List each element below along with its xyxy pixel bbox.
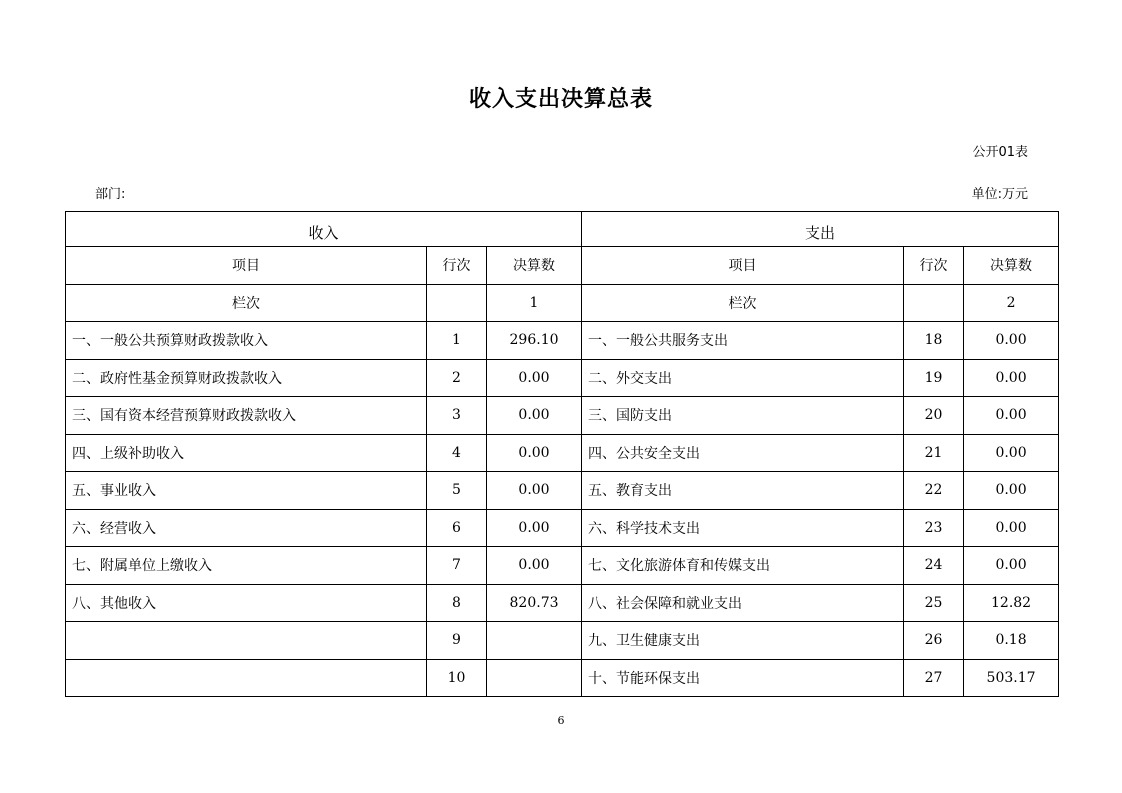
income-item-cell: 六、经营收入 bbox=[66, 509, 427, 547]
income-expense-table bbox=[65, 211, 1059, 697]
expense-item-cell: 八、社会保障和就业支出 bbox=[582, 584, 904, 622]
income-item-cell: 八、其他收入 bbox=[66, 584, 427, 622]
page-number: 6 bbox=[557, 714, 565, 727]
income-item-cell: 五、事业收入 bbox=[66, 472, 427, 510]
expense-amount-cell: 12.82 bbox=[964, 584, 1059, 622]
income-line-cell: 8 bbox=[427, 584, 487, 622]
income-amount-cell: 820.73 bbox=[487, 584, 582, 622]
expense-item-cell: 十、节能环保支出 bbox=[582, 659, 904, 697]
income-item-cell: 一、一般公共预算财政拨款收入 bbox=[66, 322, 427, 360]
department-label: 部门: bbox=[95, 187, 126, 202]
expense-line-cell: 20 bbox=[904, 397, 964, 435]
income-item-cell: 二、政府性基金预算财政拨款收入 bbox=[66, 359, 427, 397]
column-header-row bbox=[66, 247, 1059, 285]
expense-amount-cell: 0.00 bbox=[964, 397, 1059, 435]
column-index-row bbox=[66, 284, 1059, 322]
expense-item-cell: 二、外交支出 bbox=[582, 359, 904, 397]
income-item-cell: 四、上级补助收入 bbox=[66, 434, 427, 472]
income-amount-cell bbox=[487, 659, 582, 697]
expense-item-cell: 一、一般公共服务支出 bbox=[582, 322, 904, 360]
income-amount-cell: 0.00 bbox=[487, 359, 582, 397]
expense-index-number: 2 bbox=[964, 284, 1059, 322]
income-line-cell: 6 bbox=[427, 509, 487, 547]
expense-item-header: 项目 bbox=[582, 247, 904, 285]
expense-amount-cell: 0.00 bbox=[964, 322, 1059, 360]
income-amount-cell: 296.10 bbox=[487, 322, 582, 360]
income-index-line bbox=[427, 284, 487, 322]
income-item-cell: 三、国有资本经营预算财政拨款收入 bbox=[66, 397, 427, 435]
expense-amount-cell: 0.00 bbox=[964, 509, 1059, 547]
expense-item-cell: 五、教育支出 bbox=[582, 472, 904, 510]
table-row bbox=[66, 547, 1059, 585]
income-line-header: 行次 bbox=[427, 247, 487, 285]
table-row bbox=[66, 434, 1059, 472]
table-row bbox=[66, 659, 1059, 697]
expense-line-header: 行次 bbox=[904, 247, 964, 285]
income-line-cell: 9 bbox=[427, 622, 487, 660]
expense-line-cell: 21 bbox=[904, 434, 964, 472]
page-title: 收入支出决算总表 bbox=[468, 87, 653, 112]
expense-amount-cell: 0.00 bbox=[964, 359, 1059, 397]
table-row bbox=[66, 584, 1059, 622]
income-line-cell: 3 bbox=[427, 397, 487, 435]
income-amount-cell: 0.00 bbox=[487, 509, 582, 547]
income-index-number: 1 bbox=[487, 284, 582, 322]
income-line-cell: 1 bbox=[427, 322, 487, 360]
expense-line-cell: 19 bbox=[904, 359, 964, 397]
expense-item-cell: 六、科学技术支出 bbox=[582, 509, 904, 547]
income-line-cell: 5 bbox=[427, 472, 487, 510]
expense-line-cell: 24 bbox=[904, 547, 964, 585]
expense-index-line bbox=[904, 284, 964, 322]
unit-label: 单位:万元 bbox=[971, 187, 1028, 202]
income-index-label: 栏次 bbox=[66, 284, 427, 322]
income-line-cell: 4 bbox=[427, 434, 487, 472]
section-header-row bbox=[66, 212, 1059, 247]
expense-amount-cell: 503.17 bbox=[964, 659, 1059, 697]
income-item-header: 项目 bbox=[66, 247, 427, 285]
income-amount-header: 决算数 bbox=[487, 247, 582, 285]
income-line-cell: 7 bbox=[427, 547, 487, 585]
income-amount-cell: 0.00 bbox=[487, 547, 582, 585]
expense-amount-cell: 0.18 bbox=[964, 622, 1059, 660]
expense-index-label: 栏次 bbox=[582, 284, 904, 322]
expense-item-cell: 七、文化旅游体育和传媒支出 bbox=[582, 547, 904, 585]
expense-item-cell: 九、卫生健康支出 bbox=[582, 622, 904, 660]
income-line-cell: 2 bbox=[427, 359, 487, 397]
table-row bbox=[66, 322, 1059, 360]
expense-amount-cell: 0.00 bbox=[964, 472, 1059, 510]
expense-line-cell: 23 bbox=[904, 509, 964, 547]
expense-item-cell: 三、国防支出 bbox=[582, 397, 904, 435]
expense-line-cell: 18 bbox=[904, 322, 964, 360]
income-amount-cell: 0.00 bbox=[487, 434, 582, 472]
table-row bbox=[66, 622, 1059, 660]
income-line-cell: 10 bbox=[427, 659, 487, 697]
form-number: 公开01表 bbox=[972, 145, 1028, 160]
expense-amount-cell: 0.00 bbox=[964, 434, 1059, 472]
expense-item-cell: 四、公共安全支出 bbox=[582, 434, 904, 472]
expense-amount-header: 决算数 bbox=[964, 247, 1059, 285]
expense-section-header: 支出 bbox=[582, 212, 1059, 247]
income-amount-cell: 0.00 bbox=[487, 397, 582, 435]
expense-line-cell: 25 bbox=[904, 584, 964, 622]
expense-amount-cell: 0.00 bbox=[964, 547, 1059, 585]
table-row bbox=[66, 509, 1059, 547]
table-row bbox=[66, 359, 1059, 397]
income-section-header: 收入 bbox=[66, 212, 582, 247]
expense-line-cell: 27 bbox=[904, 659, 964, 697]
income-item-cell: 七、附属单位上缴收入 bbox=[66, 547, 427, 585]
income-amount-cell bbox=[487, 622, 582, 660]
table-row bbox=[66, 397, 1059, 435]
table-row bbox=[66, 472, 1059, 510]
expense-line-cell: 22 bbox=[904, 472, 964, 510]
income-item-cell bbox=[66, 622, 427, 660]
income-item-cell bbox=[66, 659, 427, 697]
expense-line-cell: 26 bbox=[904, 622, 964, 660]
income-amount-cell: 0.00 bbox=[487, 472, 582, 510]
